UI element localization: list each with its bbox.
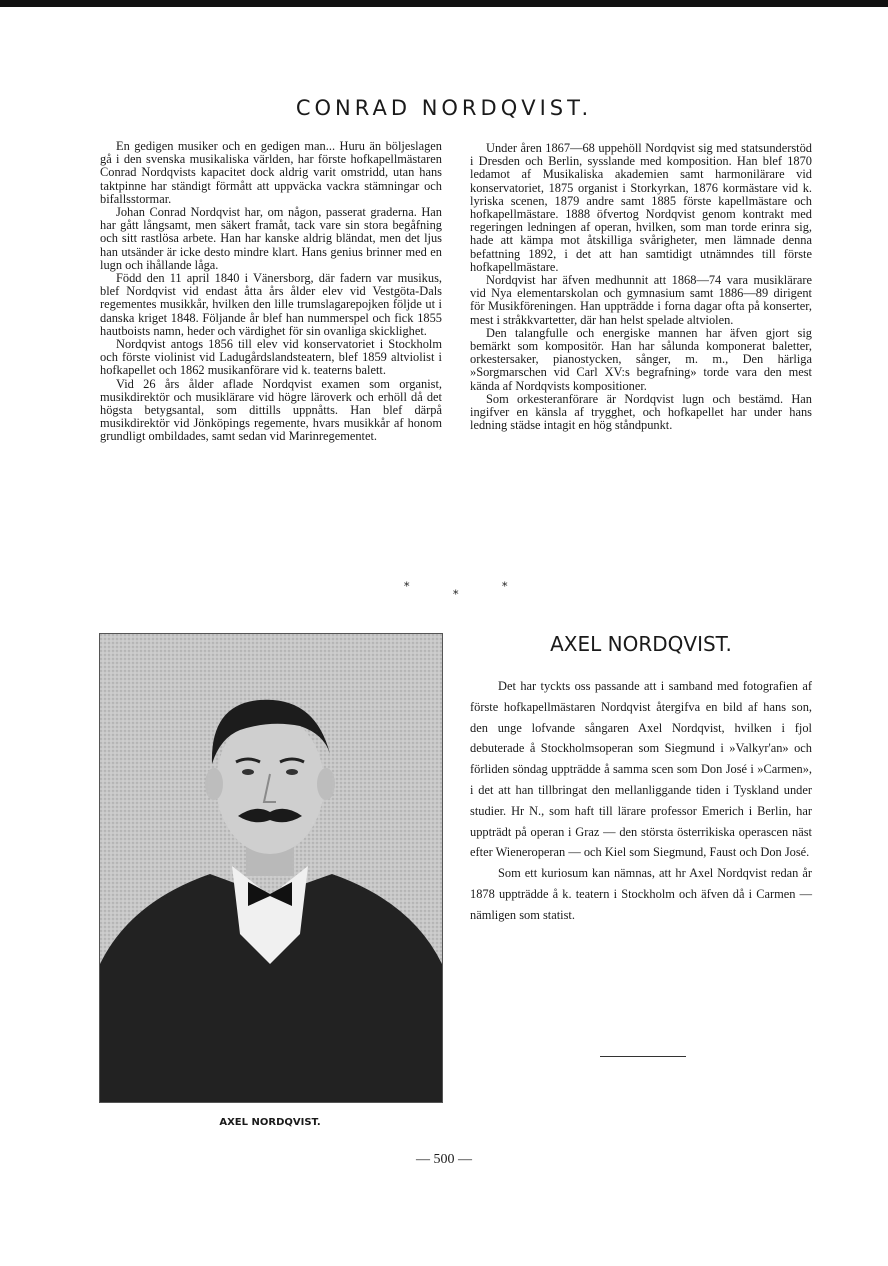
paragraph: Nordqvist har äfven medhunnit att 1868—74 vara musiklärare vid Nya elementarskolan och gymnasium samt 1886—89 dirigent för Musikföreningen. Han uppträdde i forna dagar ofta på konserter, mest i stråkkvartetter, där han helst spelade altviolen.	[470, 273, 812, 327]
separator-star: *	[453, 588, 459, 601]
separator-star: *	[404, 580, 410, 593]
paragraph: Nordqvist antogs 1856 till elev vid konservatoriet i Stockholm och förste violinist vid Ladugårdslandsteatern, blef 1859 altviolist i hofkapellet och 1862 musikanförare vid k. teaterns balett.	[100, 337, 442, 378]
left-column	[100, 140, 442, 444]
page-number: — 500 —	[416, 1152, 472, 1167]
paragraph: Johan Conrad Nordqvist har, om någon, passerat graderna. Han har gått långsamt, men säkert framåt, tack vare sin stora begåfning och sitt rastlösa arbete. Han har kanske aldrig bländat, men det ljus han utsänder är icke desto mindre klart. Hans genius brinner med en lugn och ihållande låga.	[100, 205, 442, 272]
paragraph: Som orkesteranförare är Nordqvist lugn och bestämd. Han ingifver en känsla af trygghet, och hofkapellet har under hans ledning städse intagit en hög ståndpunkt.	[470, 391, 812, 433]
paragraph: Född den 11 april 1840 i Vänersborg, där fadern var musikus, blef Nordqvist vid endast åtta års ålder elev vid Vestgöta-Dals regementes musikkår, hvilken den lille trumslagarepojken följde ut i danska kriget 1848. Följande år blef han nummerspel och fick 1855 hautboists namn, heder och värdighet för sin ovanliga skicklighet.	[100, 271, 442, 338]
portrait-illustration	[100, 634, 442, 1102]
paragraph: Det har tyckts oss passande att i samband med fotografien af förste hofkapellmästaren Nordqvist återgifva en bild af hans son, den unge lofvande sångaren Axel Nordqvist, hvilken i fjol debuterade å Stockholmsoperan som Siegmund i »Valkyr'an» och förliden söndag uppträdde å samma scen som Don José i »Carmen», i det att han tillbringat den mellanliggande tiden i Tyskland under studier. Hr N., som haft till lärare professor Emerich i Berlin, har uppträdt på operan i Graz — den största österrikiska operascen näst efter Wieneroperan — och Kiel som Siegmund, Faust och Don José.	[470, 679, 812, 860]
end-rule	[600, 1056, 686, 1057]
top-border	[0, 0, 888, 7]
page-title: CONRAD NORDQVIST.	[295, 96, 593, 120]
paragraph: Den talangfulle och energiske mannen har äfven gjort sig bemärkt som kompositör. Han har sålunda komponerat baletter, orkestersaker, pianostycken, sånger, m. m., Den härliga »Sorgmarschen vid Carl XV:s begrafning» torde vara den mest kända af Nordqvists kompositioner.	[470, 325, 812, 393]
portrait-photo	[99, 633, 443, 1103]
section-text	[470, 676, 812, 926]
paragraph: Vid 26 års ålder aflade Nordqvist examen som organist, musikdirektör och musiklärare vid högre läroverk och erhöll då det högsta betygsantal, som dittills uppnåtts. Han blef därpå musikdirektör vid Jönköpings regemente, hvars musikkår af honom grundligt ombildades, samt sedan vid Marinregementet.	[100, 376, 442, 444]
paragraph: Som ett kuriosum kan nämnas, att hr Axel Nordqvist redan år 1878 uppträdde å k. teatern i Stockholm och äfven då i Carmen — nämligen som statist.	[470, 866, 812, 922]
photo-caption: AXEL NORDQVIST.	[219, 1117, 321, 1128]
paragraph: En gedigen musiker och en gedigen man... Huru än böljeslagen gå i den svenska musikaliska världen, har förste hofkapellmästaren Conrad Nordqvists kapacitet dock aldrig varit omstridd, utan hans taktpinne har ständigt förmått att uppväcka vackra stämningar och bifallsstormar.	[100, 139, 442, 206]
section-separator	[0, 578, 888, 601]
right-column	[470, 142, 812, 432]
section-title: AXEL NORDQVIST.	[550, 632, 732, 656]
separator-star: *	[502, 580, 508, 593]
paragraph: Under åren 1867—68 uppehöll Nordqvist sig med statsunderstöd i Dresden och Berlin, sysslande med komposition. Han blef 1870 ledamot af Musikaliska akademien samt harmonilärare vid konservatoriet, 1875 organist i Storkyrkan, 1876 kormästare vid k. lyriska scenen, 1879 andre samt 1885 förste kapellmästare och hofkapellmästare. 1888 öfvertog Nordqvist genom kontrakt med regeringen ledningen af operan, hvilken, som man torde erinra sig, hade att kämpa mot åtskilliga svårigheter, men lämnade denna befattning 1892, i det att han samtidigt utnämndes till förste hofkapellmästare.	[470, 141, 812, 274]
